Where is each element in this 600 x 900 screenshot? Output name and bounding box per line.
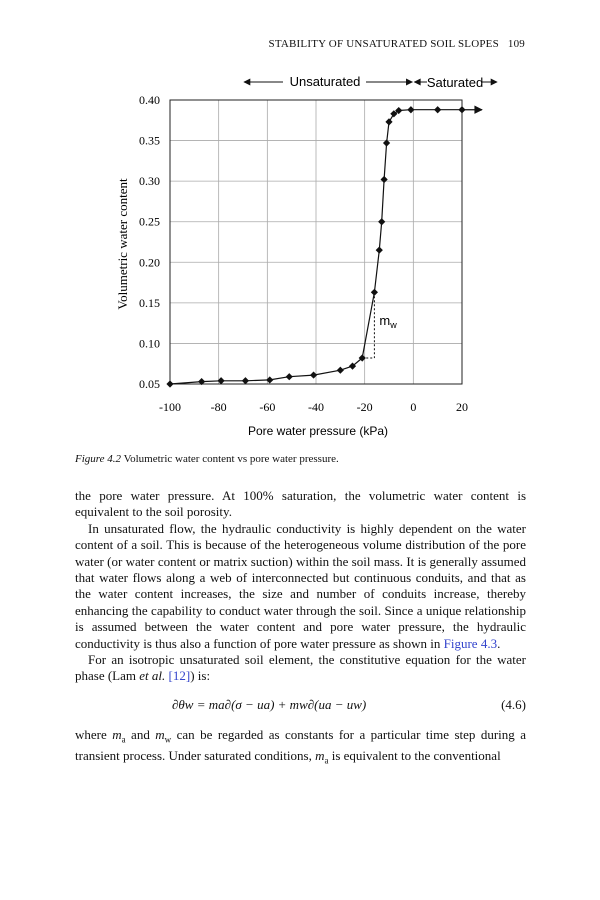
- data-point: [381, 176, 388, 183]
- y-axis-title: Volumetric water content: [115, 178, 130, 310]
- mw-label-main: m: [379, 313, 391, 329]
- data-point: [337, 367, 344, 374]
- paragraph-3-text-a: For an isotropic unsaturated soil element, the constitutive equation for the water phase (Lam: [75, 652, 526, 684]
- x-tick-label: 20: [456, 400, 468, 414]
- page-number: 109: [507, 38, 525, 50]
- saturated-label: Saturated: [426, 75, 484, 90]
- figure-caption-label: Figure 4.2: [75, 453, 122, 465]
- reference-12-link[interactable]: [12]: [168, 668, 191, 684]
- paragraph-3-text-b: ) is:: [190, 668, 211, 684]
- x-tick-label: -60: [259, 400, 276, 414]
- paragraph-4: [75, 727, 526, 769]
- y-tick-label: 0.25: [139, 214, 160, 229]
- water-content-chart: [0, 60, 600, 450]
- data-point: [166, 380, 173, 387]
- axis-ticks: [139, 93, 468, 414]
- chart-grid: [170, 100, 462, 384]
- data-point: [385, 118, 392, 125]
- p4-ma-sub: a: [121, 734, 126, 745]
- body-text: [75, 488, 526, 769]
- paragraph-1: the pore water pressure. At 100% saturation, the volumetric water content is equivalent to the soil porosity.: [75, 488, 526, 520]
- paragraph-2-end: .: [497, 635, 501, 651]
- y-tick-label: 0.35: [139, 133, 160, 148]
- unsaturated-label: Unsaturated: [289, 74, 361, 89]
- y-tick-label: 0.10: [139, 336, 160, 351]
- data-point: [376, 247, 383, 254]
- y-tick-label: 0.05: [139, 377, 160, 391]
- p4-mw: m: [155, 726, 165, 742]
- p4-ma: m: [112, 726, 122, 742]
- paragraph-2: [75, 521, 526, 652]
- data-point: [286, 373, 293, 380]
- p4-text-b: can be regarded as constants for a particular time step during a transient process. Under saturated conditions,: [75, 726, 527, 763]
- p4-mw-sub: w: [164, 734, 172, 745]
- regime-arrows: [244, 74, 497, 90]
- running-header: [269, 38, 525, 50]
- paragraph-3: [75, 652, 526, 685]
- paragraph-2-text: In unsaturated flow, the hydraulic conductivity is highly dependent on the water content of a soil. This is because of the heterogeneous volume distribution of the pore water (or water content or matrix suction) within the soil mass. It is generally assumed that water flows along a web of interconnected but continuous conduits, and that as the water content increases, the size and number of conduits increase, thereby enhancing the capability to conduct water through the soil. Since a unique relationship is assumed between the water content and pore water pressure, the hydraulic conductivity is thus also a function of pore water pressure as shown in: [75, 520, 526, 651]
- x-axis-title: Pore water pressure (kPa): [247, 424, 389, 438]
- x-tick-label: -100: [159, 400, 181, 414]
- p4-text-a: where: [75, 726, 113, 742]
- x-tick-label: 0: [410, 400, 417, 414]
- equation-row: [75, 695, 526, 719]
- mw-label-sub: w: [390, 320, 397, 331]
- y-tick-label: 0.40: [139, 93, 160, 107]
- paragraph-3-etal: et al.: [139, 668, 166, 684]
- p4-and: and: [125, 726, 156, 742]
- figure-4-3-link[interactable]: Figure 4.3: [443, 635, 498, 651]
- data-point: [434, 106, 441, 113]
- p4-ma2: m: [315, 747, 325, 763]
- x-tick-label: -80: [210, 400, 227, 414]
- p4-text-c: is equivalent to the conventional: [328, 747, 501, 763]
- data-point: [378, 218, 385, 225]
- x-tick-label: -40: [308, 400, 324, 414]
- y-tick-label: 0.15: [139, 295, 160, 310]
- mw-annotation: [362, 292, 397, 358]
- running-title: STABILITY OF UNSATURATED SOIL SLOPES: [268, 38, 499, 50]
- x-tick-label: -20: [356, 400, 373, 414]
- equation-4-6: ∂θw = ma∂(σ − ua) + mw∂(ua − uw): [172, 696, 367, 712]
- figure-caption-text: Volumetric water content vs pore water pressure.: [123, 453, 339, 465]
- y-tick-label: 0.30: [139, 174, 160, 189]
- figure-caption: [75, 453, 339, 465]
- equation-number: (4.6): [501, 696, 526, 712]
- p4-ma2-sub: a: [324, 755, 329, 766]
- y-tick-label: 0.20: [139, 255, 160, 270]
- data-point: [242, 377, 249, 384]
- mw-label: [379, 313, 397, 330]
